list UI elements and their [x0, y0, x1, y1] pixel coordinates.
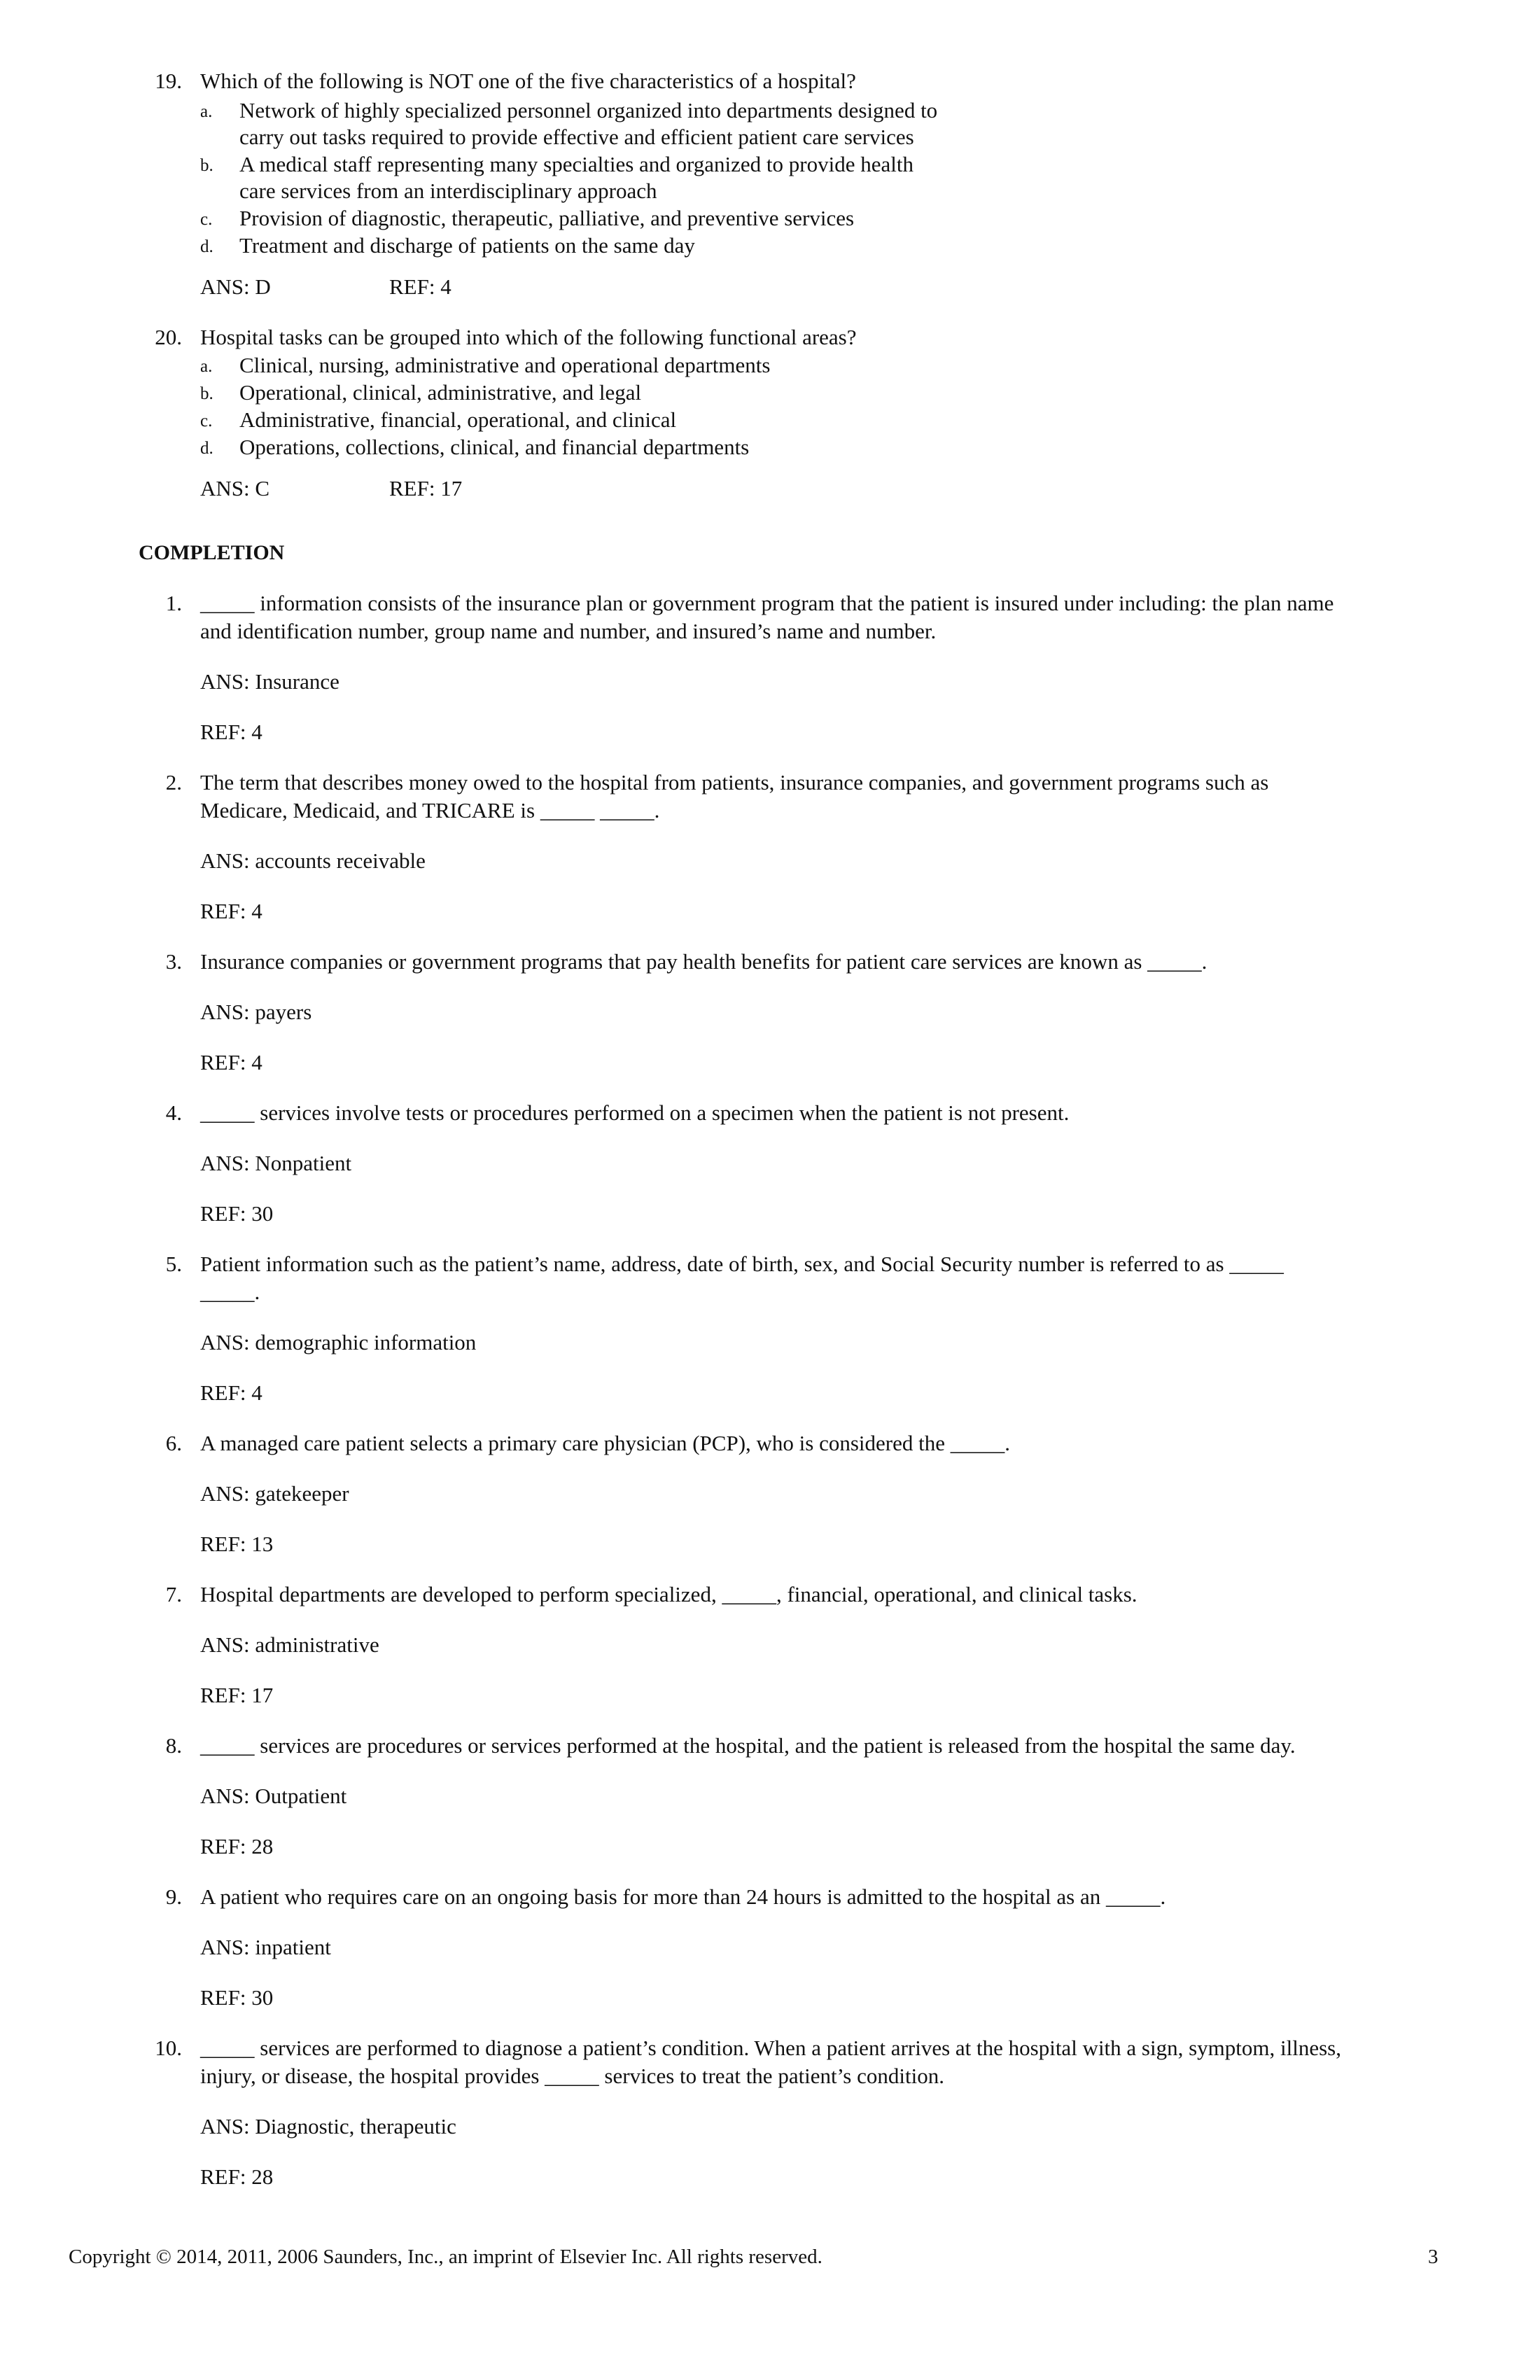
question-number: 4. [165, 1100, 182, 1125]
answer: ANS: D [200, 274, 271, 299]
question-line: _____ services are performed to diagnose a patient’s condition. When a patient arrives at the hospital with a sign, symptom, illness, [200, 2036, 1341, 2060]
reference: REF: 4 [200, 1380, 262, 1405]
option-line: Operations, collections, clinical, and financial departments [239, 435, 750, 459]
reference: REF: 13 [200, 1532, 274, 1556]
option-letter: a. [200, 102, 213, 121]
option-line: Operational, clinical, administrative, and legal [239, 380, 642, 405]
question-number: 7. [165, 1582, 182, 1606]
answer: ANS: Diagnostic, therapeutic [200, 2114, 456, 2138]
option-line: carry out tasks required to provide effective and efficient patient care services [239, 125, 914, 149]
question-line: Insurance companies or government programs that pay health benefits for patient care services are known as _____. [200, 949, 1208, 974]
question-line: Medicare, Medicaid, and TRICARE is _____ _____. [200, 798, 660, 822]
question-number: 1. [165, 591, 182, 615]
question-text: Which of the following is NOT one of the five characteristics of a hospital? [200, 69, 856, 93]
question-line: _____ services are procedures or services performed at the hospital, and the patient is released from the hospital the same day. [200, 1733, 1296, 1758]
question-number: 3. [165, 949, 182, 974]
page-number: 3 [1428, 2246, 1438, 2268]
reference: REF: 4 [200, 899, 262, 923]
reference: REF: 30 [200, 1985, 274, 2010]
answer: ANS: Outpatient [200, 1784, 347, 1808]
question-line: _____ information consists of the insurance plan or government program that the patient is insured under including: the plan name [200, 591, 1334, 615]
option-letter: c. [200, 412, 213, 430]
option-line: Treatment and discharge of patients on the same day [239, 233, 695, 258]
reference: REF: 28 [200, 2164, 274, 2189]
question-line: The term that describes money owed to the hospital from patients, insurance companies, and government programs such as [200, 770, 1269, 794]
question-number: 5. [165, 1252, 182, 1276]
answer: ANS: accounts receivable [200, 848, 426, 873]
answer: ANS: payers [200, 1000, 312, 1024]
copyright-notice: Copyright © 2014, 2011, 2006 Saunders, Inc., an imprint of Elsevier Inc. All rights reserved. [69, 2246, 822, 2268]
option-line: Clinical, nursing, administrative and operational departments [239, 353, 771, 377]
section-heading: COMPLETION [139, 541, 285, 564]
reference: REF: 30 [200, 1201, 274, 1226]
question-number: 10. [155, 2036, 182, 2060]
answer: ANS: C [200, 476, 270, 500]
question-line: A managed care patient selects a primary care physician (PCP), who is considered the _____. [200, 1431, 1010, 1455]
option-line: care services from an interdisciplinary approach [239, 178, 657, 203]
question-line: Patient information such as the patient’s name, address, date of birth, sex, and Social Security number is referred to as _____ [200, 1252, 1284, 1276]
option-letter: b. [200, 384, 214, 403]
reference: REF: 17 [200, 1683, 274, 1707]
answer: ANS: Nonpatient [200, 1151, 352, 1175]
question-text: Hospital tasks can be grouped into which of the following functional areas? [200, 325, 857, 349]
answer: ANS: gatekeeper [200, 1481, 349, 1506]
option-letter: d. [200, 439, 214, 458]
question-line: injury, or disease, the hospital provides _____ services to treat the patient’s condition. [200, 2064, 944, 2088]
option-line: Network of highly specialized personnel organized into departments designed to [239, 98, 938, 122]
reference: REF: 28 [200, 1834, 274, 1858]
reference: REF: 4 [200, 720, 262, 744]
question-number: 8. [165, 1733, 182, 1758]
question-number: 6. [165, 1431, 182, 1455]
option-letter: b. [200, 156, 214, 175]
reference: REF: 4 [200, 1050, 262, 1074]
option-line: Administrative, financial, operational, and clinical [239, 407, 677, 432]
option-line: Provision of diagnostic, therapeutic, palliative, and preventive services [239, 206, 855, 230]
question-line: _____. [200, 1280, 260, 1304]
option-line: A medical staff representing many specialties and organized to provide health [239, 152, 913, 176]
option-letter: d. [200, 237, 214, 256]
option-letter: c. [200, 210, 213, 229]
question-number: 20. [155, 325, 182, 349]
reference: REF: 17 [389, 476, 463, 500]
question-line: _____ services involve tests or procedures performed on a specimen when the patient is not present. [200, 1100, 1070, 1125]
reference: REF: 4 [389, 274, 451, 299]
question-line: A patient who requires care on an ongoing basis for more than 24 hours is admitted to the hospital as an _____. [200, 1884, 1166, 1909]
option-letter: a. [200, 357, 213, 376]
answer: ANS: demographic information [200, 1330, 477, 1354]
answer: ANS: Insurance [200, 669, 340, 694]
question-line: and identification number, group name and number, and insured’s name and number. [200, 619, 937, 643]
question-line: Hospital departments are developed to perform specialized, _____, financial, operational, and clinical tasks. [200, 1582, 1138, 1606]
answer: ANS: inpatient [200, 1935, 331, 1959]
question-number: 2. [165, 770, 182, 794]
question-number: 9. [165, 1884, 182, 1909]
answer: ANS: administrative [200, 1632, 379, 1657]
question-number: 19. [155, 69, 182, 93]
